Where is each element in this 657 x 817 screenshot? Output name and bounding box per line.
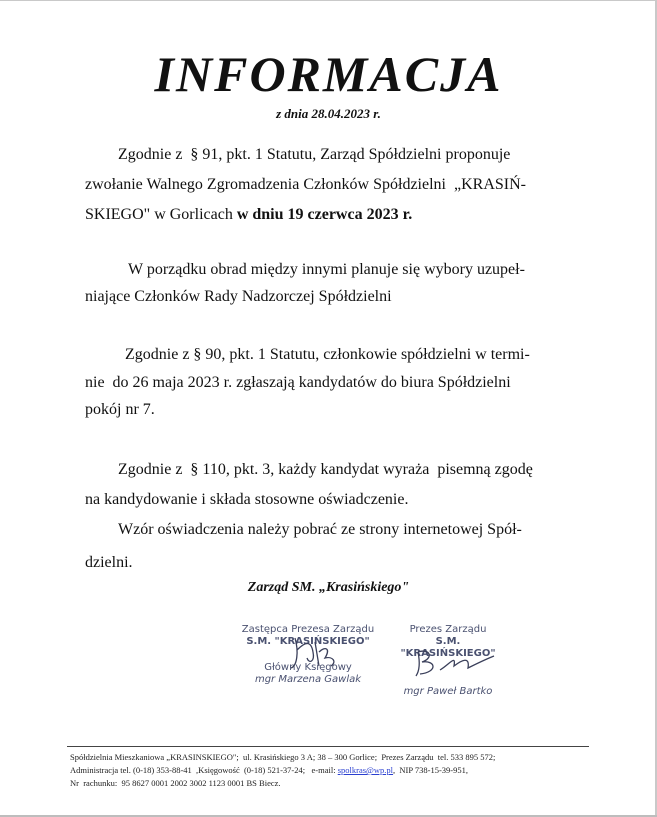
paragraph-4-line-1: Zgodnie z § 110, pkt. 3, każdy kandydat wyraża pisemną zgodę (118, 461, 533, 478)
paragraph-1-line-3 (85, 205, 412, 225)
footer-nip: , NIP 738-15-39-951, (393, 765, 468, 775)
stamp-role: Prezes Zarządu (409, 624, 487, 635)
stamp-org: S.M. "KRASIŃSKIEGO" (246, 636, 370, 647)
paragraph-4-line-2: na kandydowanie i składa stosowne oświadczenie. (85, 491, 409, 508)
document-date: z dnia 28.04.2023 r. (276, 106, 381, 121)
email-link[interactable]: spolkras@wp.pl (337, 765, 393, 775)
document-title: INFORMACJA (154, 46, 503, 102)
paragraph-1-line-2: zwołanie Walnego Zgromadzenia Członków Spółdzielni „KRASIŃ- (85, 176, 526, 193)
signature-right (410, 646, 500, 680)
paragraph-1-line-1: Zgodnie z § 91, pkt. 1 Statutu, Zarząd Spółdzielni proponuje (118, 146, 511, 163)
paragraph-3-line-1: Zgodnie z § 90, pkt. 1 Statutu, członkowie spółdzielni w termi- (125, 346, 530, 363)
footer-line-1: Spółdzielnia Mieszkaniowa „KRASINSKIEGO"; ul. Krasińskiego 3 A; 38 – 300 Gorlice; Prezes Zarządu tel. 533 895 572; (70, 752, 496, 762)
meeting-date: w dniu 19 czerwca 2023 r. (236, 206, 413, 223)
stamp-role: Zastępca Prezesa Zarządu (241, 624, 375, 635)
stamp-name: mgr Paweł Bartko (403, 686, 493, 697)
paragraph-5-line-2: dzielni. (85, 554, 133, 571)
footer-contact: Administracja tel. (0-18) 353-88-41 ,Księgowość (0-18) 521-37-24; e-mail: (70, 765, 338, 775)
paragraph-3-line-2: nie do 26 maja 2023 r. zgłaszają kandydatów do biura Spółdzielni (85, 374, 511, 391)
paragraph-2-line-2: niające Członków Rady Nadzorczej Spółdzielni (85, 288, 392, 305)
footer-divider (67, 746, 589, 747)
stamp-role-2: Główny Księgowy (264, 662, 352, 673)
stamp-org: S.M. "KRASIŃSKIEGO" (400, 636, 496, 659)
footer-line-3: Nr rachunku: 95 8627 0001 2002 3002 1123 0001 BS Biecz. (70, 778, 281, 788)
paragraph-5-line-1: Wzór oświadczenia należy pobrać ze strony internetowej Spół- (118, 521, 522, 538)
stamp-name: mgr Marzena Gawlak (254, 674, 362, 685)
page-border-top (0, 0, 657, 1)
paragraph-2-line-1: W porządku obrad między innymi planuje się wybory uzupeł- (128, 261, 525, 278)
footer-line-2 (70, 765, 468, 775)
paragraph-3-line-3: pokój nr 7. (85, 401, 155, 418)
paragraph-1-text: SKIEGO" w Gorlicach (85, 206, 237, 223)
board-signature-heading: Zarząd SM. „Krasińskiego" (247, 580, 410, 595)
signature-left (285, 632, 345, 672)
